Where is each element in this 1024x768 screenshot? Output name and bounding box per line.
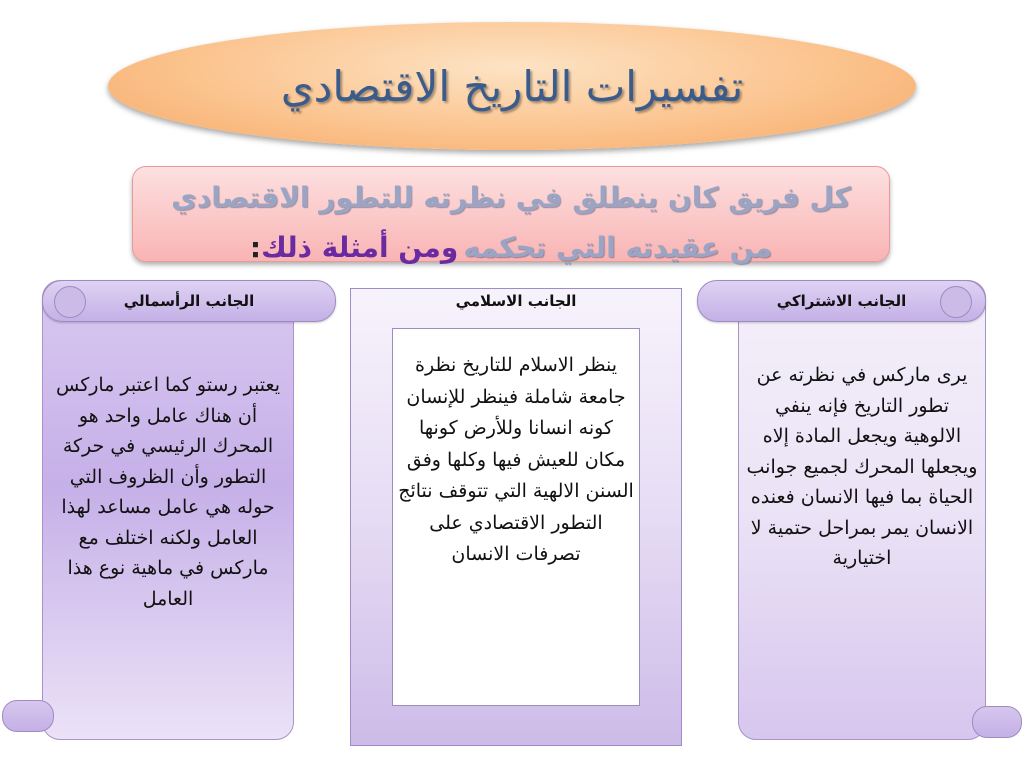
title-banner xyxy=(108,22,916,150)
socialist-bottom-curl xyxy=(972,706,1022,738)
page-title: تفسيرات التاريخ الاقتصادي xyxy=(280,61,744,111)
capitalist-heading-bar xyxy=(42,280,336,322)
islamic-body: ينظر الاسلام للتاريخ نظرة جامعة شاملة فينظر للإنسان كونه انسانا وللأرض كونها مكان للعيش فيها وكلها وفق السنن الالهية التي تتوقف نتائج التطور الاقتصادي على تصرفات الانسان xyxy=(398,354,634,565)
subtitle-colon: : xyxy=(249,231,262,264)
capitalist-heading: الجانب الرأسمالي xyxy=(123,292,255,310)
socialist-heading: الجانب الاشتراكي xyxy=(776,292,907,310)
subtitle-box xyxy=(132,166,890,262)
socialist-body: يرى ماركس في نظرته عن تطور التاريخ فإنه ينفي الالوهية ويجعل المادة إلاه ويجعلها المحرك لجميع جوانب الحياة بما فيها الانسان فعنده الانسان يمر بمراحل حتمية لا اختيارية xyxy=(746,364,978,569)
subtitle-accent-text: ومن أمثلة ذلك xyxy=(261,231,459,264)
socialist-top-curl xyxy=(940,286,972,318)
capitalist-top-curl xyxy=(54,286,86,318)
capitalist-bottom-curl xyxy=(2,700,54,732)
islamic-heading: الجانب الاسلامي xyxy=(455,292,577,310)
subtitle-main-text: كل فريق كان ينطلق في نظرته للتطور الاقتصادي من عقيدته التي تحكمه xyxy=(171,181,851,264)
capitalist-body: يعتبر رستو كما اعتبر ماركس أن هناك عامل واحد هو المحرك الرئيسي في حركة التطور وأن الظروف التي حوله هي عامل مساعد لهذا العامل ولكنه اختلف مع ماركس في ماهية نوع هذا العامل xyxy=(55,374,280,610)
